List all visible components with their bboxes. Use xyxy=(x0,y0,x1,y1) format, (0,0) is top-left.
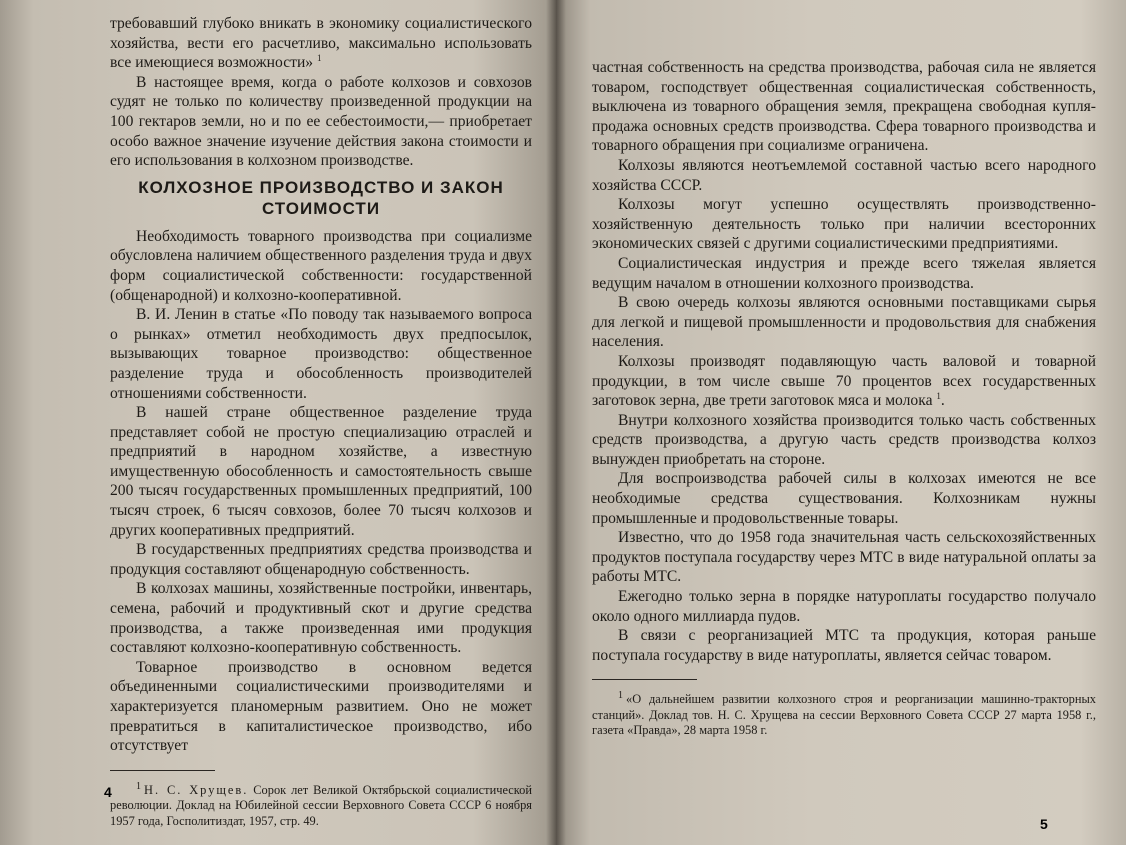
book-spine xyxy=(546,0,566,845)
page-number-right: 5 xyxy=(1040,816,1048,832)
left-paragraph: В настоящее время, когда о работе колхозов и совхозов судят не только по количеству произведенной продукции на 100 гектаров земли, но и по ее себестоимости,— приобретает особо важное значение изучение действия закона стоимости и его использования в колхозном производстве. xyxy=(110,73,532,170)
footnote-ref[interactable]: 1 xyxy=(936,390,941,401)
footnote-ref[interactable]: 1 xyxy=(317,53,322,63)
right-paragraph: Социалистическая индустрия и прежде всего тяжелая является ведущим началом в отношении колхозного производства. xyxy=(592,254,1096,292)
right-paragraph: Ежегодно только зерна в порядке натуроплаты государство получало около одного миллиарда пудов. xyxy=(592,588,1096,625)
left-paragraph: В государственных предприятиях средства производства и продукция составляют общенародную собственность. xyxy=(110,541,532,578)
right-paragraph: Внутри колхозного хозяйства производится только часть собственных средств производства, а другую часть средств производства колхоз вынужден приобретать на стороне. xyxy=(592,411,1096,468)
right-paragraph: В свою очередь колхозы являются основными поставщиками сырья для легкой и пищевой промышленности и продовольствия для снабжения населения. xyxy=(592,294,1096,351)
right-paragraph: Колхозы производят подавляющую часть валовой и товарной продукции, в том числе свыше 70 процентов всех государственных заготовок зерна, две трети заготовок мяса и молока $^1$. xyxy=(592,352,1096,410)
left-paragraph: В нашей стране общественное разделение труда представляет собой не простую специализацию отраслей и предприятий в народном хозяйстве, а известную имущественную обособленность и самостоятельность свыше 200 тысяч государственных промышленных предприятий, 100 тысяч строек, 6 тысяч совхозов, более 70 тысяч колхозов и других кооперативных предприятий. xyxy=(110,404,532,539)
left-page xyxy=(0,0,556,845)
left-paragraph: Необходимость товарного производства при социализме обусловлена наличием общественного разделения труда и двух форм социалистической собственности: государственной (общенародной) и колхозно-кооперативной. xyxy=(110,227,532,304)
footnote-divider xyxy=(110,770,215,771)
left-paragraph: Товарное производство в основном ведется объединенными социалистическими производителями и характеризуется планомерным развитием. Оно не может превратиться в капиталистическое производство, ибо отсутствует xyxy=(110,658,532,755)
page-number-left: 4 xyxy=(104,784,112,800)
left-paragraph-continued: требовавший глубоко вникать в экономику социалистического хозяйства, вести его расчетливо, максимально использовать все имеющиеся возможности» $^1$ xyxy=(110,15,532,72)
section-heading: КОЛХОЗНОЕ ПРОИЗВОДСТВО И ЗАКОН СТОИМОСТИ xyxy=(138,177,504,218)
right-footnote: $^1$ «О дальнейшем развитии колхозного строя и реорганизации машинно-тракторных станций». Доклад тов. Н. С. Хрущева на сессии Верховного Совета СССР 27 марта 1958 г., газета «Правда», 28 марта 1958 г. xyxy=(592,690,1096,738)
right-paragraph: Колхозы могут успешно осуществлять производственно-хозяйственную деятельность только при наличии всесторонних экономических связей с другими социалистическими предприятиями. xyxy=(592,196,1096,253)
right-paragraph-continued: частная собственность на средства производства, рабочая сила не является товаром, господствует общественная социалистическая собственность, выключена из товарного обращения земля, прекращена свободная купля-продажа основных средств производства. Сфера товарного производства и товарного обращения при социализме ограничена. xyxy=(592,59,1096,155)
right-page xyxy=(556,0,1126,845)
left-footnote: $^1$ Н. С. Хрущев. Сорок лет Великой Октябрьской социалистической революции. Доклад на Юбилейной сессии Верховного Совета СССР 6 ноября 1957 года, Госполитиздат, 1957, стр. 49. xyxy=(110,780,532,828)
footnote-divider xyxy=(592,679,697,680)
right-paragraph: Известно, что до 1958 года значительная часть сельскохозяйственных продуктов поступала государству через МТС в виде натуральной оплаты за работы МТС. xyxy=(592,529,1096,586)
left-paragraph: В колхозах машины, хозяйственные постройки, инвентарь, семена, рабочий и продуктивный скот и другие средства производства, а также произведенная ими продукция составляют колхозно-кооперативную собственность. xyxy=(110,580,532,657)
right-paragraph: Для воспроизводства рабочей силы в колхозах имеются не все необходимые средства существования. Колхозникам нужны промышленные и продовольственные товары. xyxy=(592,470,1096,527)
right-paragraph: В связи с реорганизацией МТС та продукция, которая раньше поступала государству в виде натуроплаты, является сейчас товаром. xyxy=(592,627,1096,664)
left-paragraph: В. И. Ленин в статье «По поводу так называемого вопроса о рынках» отметил необходимость двух предпосылок, вызывающих товарное производство: общественное разделение труда и обособленность производителей отношениями собственности. xyxy=(110,306,532,402)
right-paragraph: Колхозы являются неотъемлемой составной частью всего народного хозяйства СССР. xyxy=(592,156,1096,194)
